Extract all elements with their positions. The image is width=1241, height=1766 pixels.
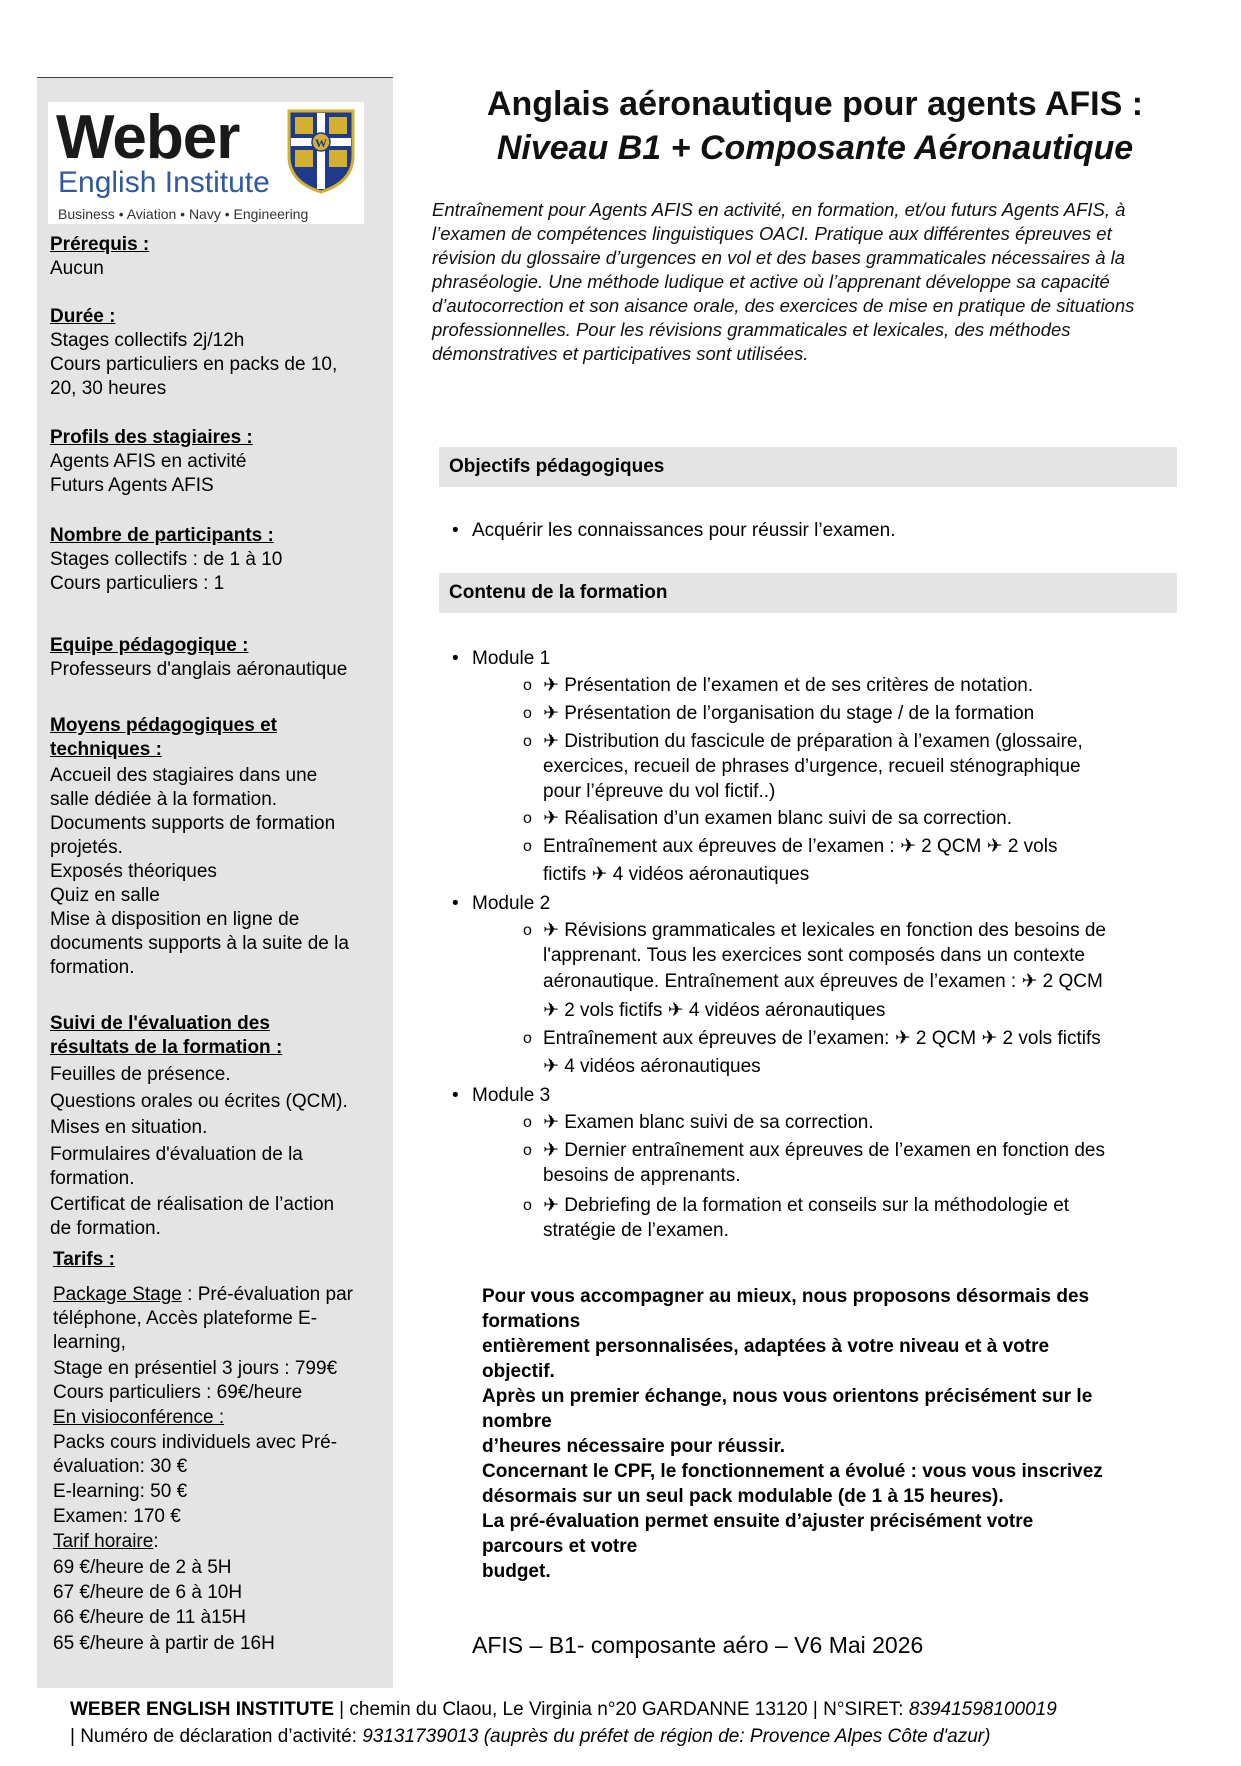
package-line: learning, xyxy=(53,1332,126,1353)
duree-line: Stages collectifs 2j/12h xyxy=(50,330,245,351)
intro-paragraph: Entraînement pour Agents AFIS en activité, en formation, et/ou futurs Agents AFIS, à l’examen de compétences linguistiques OACI. Pratique aux différentes épreuves et révision du glossaire d’urgences en vol et des bases grammaticales nécessaires à la phraséologie. Une méthode ludique et active où l’apprenant développe sa capacité d’autocorrection et son aisance orale, des exercices de mise en pratique de situations professionnelles. Pour les révisions grammaticales et lexicales, des méthodes démonstratives et participatives sont utilisées. xyxy=(432,199,1135,364)
prereq-heading: Prérequis : xyxy=(50,234,150,255)
package-line: Stage en présentiel 3 jours : 799€ xyxy=(53,1358,338,1379)
module-item: o ✈ Dernier entraînement aux épreuves de l’examen en fonction des xyxy=(523,1140,1105,1161)
logo-tagline: Business • Aviation • Navy • Engineering xyxy=(58,206,309,222)
moyens-line: formation. xyxy=(50,957,135,978)
suivi-line: Formulaires d'évaluation de la xyxy=(50,1144,303,1165)
title-line-1: Anglais aéronautique pour agents AFIS : xyxy=(486,85,1144,123)
visio-line: Packs cours individuels avec Pré- xyxy=(53,1432,338,1453)
moyens-line: Mise à disposition en ligne de xyxy=(50,909,300,930)
module-item-cont: besoins de apprenants. xyxy=(543,1165,741,1186)
moyens-line: Quiz en salle xyxy=(50,885,160,906)
moyens-line: Exposés théoriques xyxy=(50,861,217,882)
module-item-cont: fictifs ✈ 4 vidéos aéronautiques xyxy=(543,864,810,885)
module-item: o ✈ Examen blanc suivi de sa correction. xyxy=(523,1112,874,1133)
module-bullet: • xyxy=(452,893,459,914)
closing-paragraph: Pour vous accompagner au mieux, nous proposons désormais des formations entièrement personnalisées, adaptées à votre niveau et à votre objectif. Après un premier échange, nous vous orientons précisément sur le nombre d’heures nécessaire pour réussir. Concernant le CPF, le fonctionnement a évolué : vous vous inscrivez désormais sur un seul pack modulable (de 1 à 15 heures). La pré-évaluation permet ensuite d’ajuster précisément votre parcours et votre budget. xyxy=(482,1286,1103,1582)
moyens-line: documents supports à la suite de la xyxy=(50,933,349,954)
duree-line: 20, 30 heures xyxy=(50,378,167,399)
footer-line-2: | Numéro de déclaration d’activité: 93131739013 (auprès du préfet de région de: Provence Alpes Côte d'azur) xyxy=(70,1726,991,1747)
package-stage-line: Package Stage : Pré-évaluation par xyxy=(53,1284,353,1305)
module-item: o Entraînement aux épreuves de l’examen : ✈ 2 QCM ✈ 2 vols xyxy=(523,836,1058,857)
horaire-line: 69 €/heure de 2 à 5H xyxy=(53,1557,232,1578)
visio-line: évaluation: 30 € xyxy=(53,1456,188,1477)
visio-line: Examen: 170 € xyxy=(53,1506,181,1527)
moyens-line: Documents supports de formation xyxy=(50,813,336,834)
logo-brand: Weber xyxy=(56,103,240,172)
duree-line: Cours particuliers en packs de 10, xyxy=(50,354,338,375)
suivi-line: Mises en situation. xyxy=(50,1117,208,1138)
horaire-line: 66 €/heure de 11 à15H xyxy=(53,1607,246,1628)
nombre-line: Cours particuliers : 1 xyxy=(50,573,225,594)
suivi-heading: Suivi de l'évaluation des xyxy=(50,1013,270,1034)
profils-heading: Profils des stagiaires : xyxy=(50,427,253,448)
visio-line: E-learning: 50 € xyxy=(53,1481,188,1502)
contenu-heading: Contenu de la formation xyxy=(439,573,1177,613)
document-version: AFIS – B1- composante aéro – V6 Mai 2026 xyxy=(472,1632,924,1658)
equipe-heading: Equipe pédagogique : xyxy=(50,635,249,656)
logo-subtitle: English Institute xyxy=(58,166,270,199)
module-bullet: • xyxy=(452,648,459,669)
moyens-heading: techniques : xyxy=(50,739,162,760)
package-line: Cours particuliers : 69€/heure xyxy=(53,1382,303,1403)
module-3-label: Module 3 xyxy=(472,1085,551,1106)
package-line: téléphone, Accès plateforme E- xyxy=(53,1308,318,1329)
module-item: o ✈ Présentation de l’organisation du stage / de la formation xyxy=(523,703,1035,724)
footer-line-1: WEBER ENGLISH INSTITUTE | chemin du Claou, Le Virginia n°20 GARDANNE 13120 | N°SIRET: 83941598100019 xyxy=(70,1699,1057,1720)
horaire-line: 65 €/heure à partir de 16H xyxy=(53,1633,275,1654)
moyens-line: projetés. xyxy=(50,837,123,858)
suivi-line: Questions orales ou écrites (QCM). xyxy=(50,1091,348,1112)
module-item: o ✈ Révisions grammaticales et lexicales en fonction des besoins de xyxy=(523,920,1106,941)
title-line-2: Niveau B1 + Composante Aéronautique xyxy=(496,129,1134,167)
suivi-line: Certificat de réalisation de l’action xyxy=(50,1194,335,1215)
module-item-cont: ✈ 2 vols fictifs ✈ 4 vidéos aéronautiques xyxy=(543,1000,886,1021)
moyens-heading: Moyens pédagogiques et xyxy=(50,715,277,736)
duree-heading: Durée : xyxy=(50,306,116,327)
weber-logo xyxy=(48,102,364,224)
suivi-line: Feuilles de présence. xyxy=(50,1064,231,1085)
crest-icon xyxy=(286,108,356,194)
module-item-cont: pour l’épreuve du vol fictif..) xyxy=(543,781,776,802)
crest-letter: W xyxy=(315,136,327,150)
moyens-line: salle dédiée à la formation. xyxy=(50,789,278,810)
module-item: o ✈ Présentation de l’examen et de ses critères de notation. xyxy=(523,675,1034,696)
module-item: o ✈ Debriefing de la formation et conseils sur la méthodologie et xyxy=(523,1195,1070,1216)
visio-heading: En visioconférence : xyxy=(53,1407,225,1428)
profils-line: Agents AFIS en activité xyxy=(50,451,247,472)
horaire-line: 67 €/heure de 6 à 10H xyxy=(53,1582,243,1603)
module-item-cont: aéronautique. Entraînement aux épreuves de l’examen : ✈ 2 QCM xyxy=(543,971,1103,992)
objectif-bullet: • xyxy=(452,520,459,541)
footer xyxy=(70,1696,1057,1750)
module-item-cont: exercices, recueil de phrases d’urgence, recueil sténographique xyxy=(543,756,1081,777)
module-item-cont: l'apprenant. Tous les exercices sont composés dans un contexte xyxy=(543,945,1085,966)
equipe-text: Professeurs d'anglais aéronautique xyxy=(50,659,348,680)
tarifs-heading: Tarifs : xyxy=(53,1249,115,1270)
module-1-label: Module 1 xyxy=(472,648,551,669)
suivi-line: de formation. xyxy=(50,1218,161,1239)
suivi-line: formation. xyxy=(50,1168,135,1189)
module-item: o ✈ Réalisation d’un examen blanc suivi de sa correction. xyxy=(523,808,1012,829)
module-2-label: Module 2 xyxy=(472,893,551,914)
moyens-line: Accueil des stagiaires dans une xyxy=(50,765,318,786)
module-bullet: • xyxy=(452,1085,459,1106)
module-item: o ✈ Distribution du fascicule de préparation à l’examen (glossaire, xyxy=(523,731,1083,752)
objectif-item: Acquérir les connaissances pour réussir l’examen. xyxy=(472,520,896,541)
module-item-cont: stratégie de l’examen. xyxy=(543,1220,729,1241)
module-item-cont: ✈ 4 vidéos aéronautiques xyxy=(543,1056,761,1077)
nombre-line: Stages collectifs : de 1 à 10 xyxy=(50,549,283,570)
profils-line: Futurs Agents AFIS xyxy=(50,475,214,496)
module-item: o Entraînement aux épreuves de l’examen: ✈ 2 QCM ✈ 2 vols fictifs xyxy=(523,1028,1101,1049)
document-title xyxy=(410,82,1220,170)
prereq-text: Aucun xyxy=(50,258,104,279)
tarif-horaire-heading: Tarif horaire: xyxy=(53,1531,159,1552)
suivi-heading: résultats de la formation : xyxy=(50,1037,283,1058)
objectifs-heading: Objectifs pédagogiques xyxy=(439,447,1177,487)
nombre-heading: Nombre de participants : xyxy=(50,525,274,546)
